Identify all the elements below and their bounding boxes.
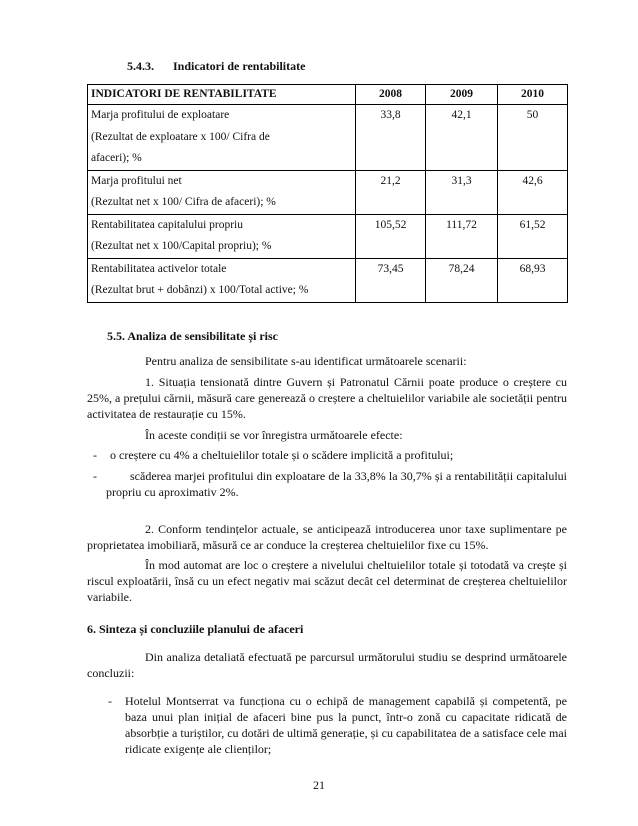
section-6-intro — [87, 649, 567, 681]
paragraph: 2. Conform tendințelor actuale, se anticipează introducerea unor taxe suplimentare pe proprietatea imobiliară, măsură ce ar conduce la creșterea cheltuielilor fixe cu 15%. — [87, 522, 567, 552]
section-5-5-title: 5.5. Analiza de sensibilitate și risc — [107, 329, 278, 343]
indicator-cell — [88, 170, 356, 214]
indicator-name: Marja profitului net — [91, 174, 182, 187]
section-5-5-body-2 — [87, 521, 567, 605]
paragraph: 1. Situația tensionată dintre Guvern și Patronatul Cărnii poate produce o creștere cu 25%, a prețului cărnii, măsură care generează o creștere a cheltuielilor variabile ale societății pentru activitatea de restaurație cu 15%. — [87, 375, 567, 421]
value-2009: 111,72 — [426, 214, 498, 258]
value-2010: 68,93 — [498, 258, 568, 302]
bullet-dash: - — [93, 469, 97, 483]
section-6-title: 6. Sinteza și concluziile planului de afaceri — [87, 622, 304, 636]
value-2009: 78,24 — [426, 258, 498, 302]
page-number: 21 — [313, 778, 325, 792]
paragraph: Din analiza detaliată efectuată pe parcursul următorului studiu se desprind următoarele concluzii: — [87, 650, 567, 680]
value-2008: 73,45 — [356, 258, 426, 302]
paragraph: În mod automat are loc o creștere a nivelului cheltuielilor totale și totodată va crește și riscul exploatării, însă cu un efect negativ mai scăzut decât cel determinat de creșterea cheltuielilor variabile. — [87, 558, 567, 604]
section-5-5-body — [87, 353, 567, 443]
list-item — [125, 693, 567, 757]
value-2008: 21,2 — [356, 170, 426, 214]
table-header-row — [88, 85, 568, 105]
paragraph: În aceste condiții se vor înregistra următoarele efecte: — [145, 428, 403, 442]
indicator-formula: (Rezultat net x 100/ Cifra de afaceri); % — [91, 196, 276, 208]
header-2009: 2009 — [426, 85, 498, 105]
table-row — [88, 258, 568, 302]
value-2008: 33,8 — [356, 105, 426, 171]
indicator-formula: (Rezultat de exploatare x 100/ Cifra de — [91, 130, 270, 143]
value-2008: 105,52 — [356, 214, 426, 258]
subsection-title — [127, 59, 305, 74]
header-2008: 2008 — [356, 85, 426, 105]
value-2010: 50 — [498, 105, 568, 171]
list-item — [110, 447, 567, 463]
list-item — [106, 468, 567, 500]
list-item-text: o creștere cu 4% a cheltuielilor totale și o scădere implicită a profitului; — [110, 448, 454, 462]
bullet-dash: - — [108, 694, 112, 708]
indicator-formula: (Rezultat brut + dobânzi) x 100/Total active; % — [91, 284, 309, 296]
subsection-text: Indicatori de rentabilitate — [173, 59, 306, 73]
indicator-formula-cont: afaceri); % — [91, 152, 142, 164]
value-2010: 42,6 — [498, 170, 568, 214]
indicator-name: Marja profitului de exploatare — [91, 109, 230, 121]
indicator-formula: (Rezultat net x 100/Capital propriu); % — [91, 240, 272, 252]
table-row — [88, 214, 568, 258]
indicator-name: Rentabilitatea activelor totale — [91, 262, 227, 275]
bullet-dash: - — [93, 448, 97, 462]
list-item-text: scăderea marjei profitului din exploatare de la 33,8% la 30,7% și a rentabilității capitalului propriu cu aproximativ 2%. — [106, 469, 567, 499]
header-2010: 2010 — [498, 85, 568, 105]
subsection-number: 5.4.3. — [127, 59, 154, 73]
paragraph: Pentru analiza de sensibilitate s-au identificat următoarele scenarii: — [145, 354, 467, 368]
indicator-cell — [88, 258, 356, 302]
table-row — [88, 170, 568, 214]
list-item-text: Hotelul Montserrat va funcționa cu o echipă de management capabilă și competentă, pe baza unui plan inițial de afaceri bine pus la punct, într-o zonă cu capacitate ridicată de absorbție a turiștilor, cu dotări de ultimă generație, și cu capabilitatea de a satisface cele mai ridicate exigențe ale clienților; — [125, 694, 567, 756]
value-2009: 31,3 — [426, 170, 498, 214]
value-2009: 42,1 — [426, 105, 498, 171]
table-row — [88, 105, 568, 171]
profitability-table — [87, 84, 568, 303]
header-indicator: INDICATORI DE RENTABILITATE — [88, 85, 356, 105]
indicator-name: Rentabilitatea capitalului propriu — [91, 218, 244, 231]
indicator-cell — [88, 214, 356, 258]
value-2010: 61,52 — [498, 214, 568, 258]
indicator-cell — [88, 105, 356, 171]
